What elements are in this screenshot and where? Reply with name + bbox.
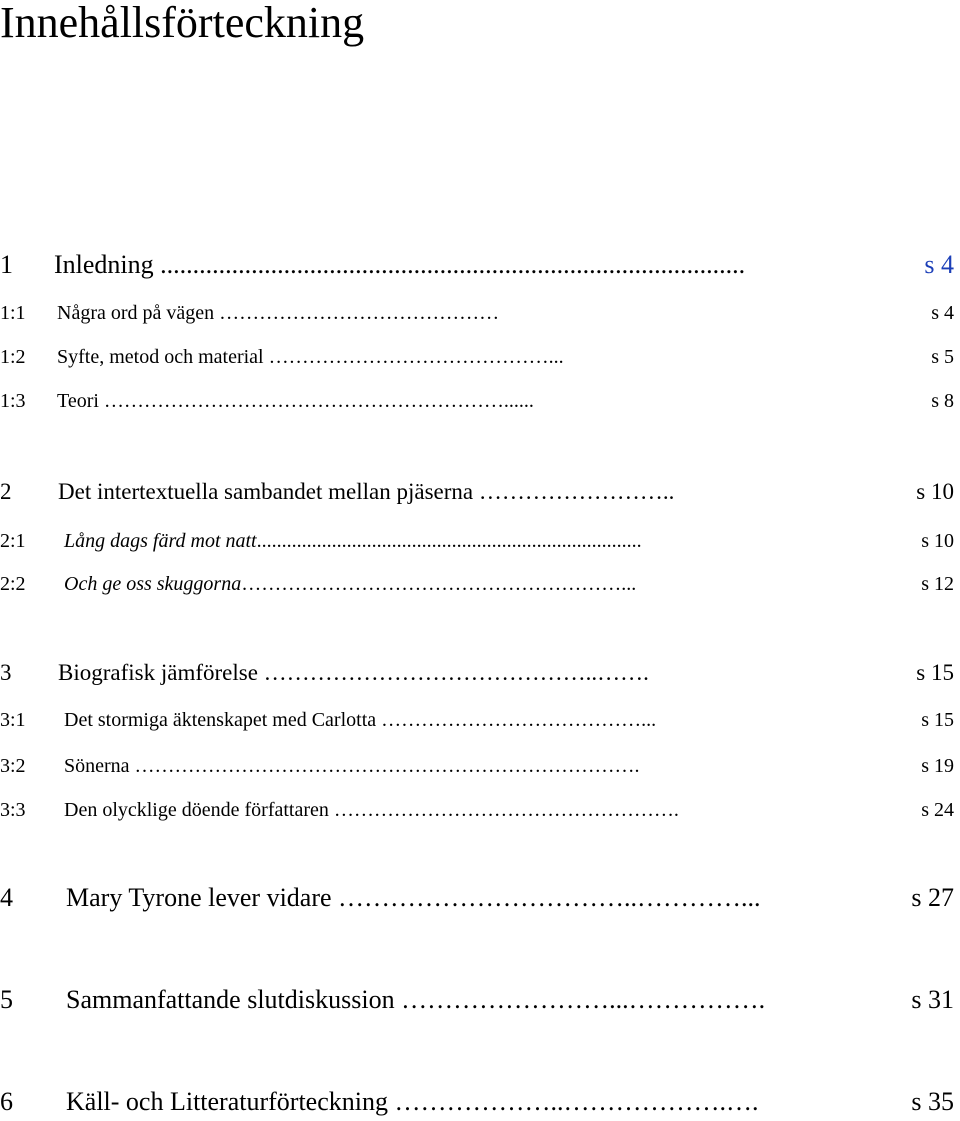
toc-entry-title: Det intertextuella sambandet mellan pjäserna …………………….. (58, 479, 675, 504)
toc-entry-title: Käll- och Litteraturförteckning ………………..……………….…. (66, 1087, 759, 1116)
toc-entry-number: 5 (0, 985, 13, 1014)
toc-entry-page: s 15 (921, 709, 954, 731)
toc-entry-title: Sammanfattande slutdiskussion ……………………...……………. (66, 985, 766, 1014)
toc-entry-page: s 8 (931, 390, 954, 412)
toc-entry-page: s 12 (921, 573, 954, 595)
toc-entry-number: 3:3 (0, 799, 26, 821)
toc-entry[interactable] (0, 342, 960, 372)
toc-entry-page: s 24 (921, 799, 954, 821)
toc-entry-page: s 19 (921, 755, 954, 777)
toc-entry-leader: …………………………………………………... (241, 573, 637, 595)
toc-entry-page: s 35 (911, 1087, 954, 1116)
toc-entry-page: s 15 (916, 660, 954, 685)
toc-entry-number: 1:3 (0, 390, 26, 412)
toc-entry-title: Mary Tyrone lever vidare ……………………………..…………... (66, 883, 761, 912)
toc-entry-title: Sönerna …………………………………………………………………. (64, 755, 640, 777)
toc-entry[interactable] (0, 658, 960, 688)
toc-entry-number: 3 (0, 660, 12, 685)
toc-entry-title: Teori ……………………………………………………...... (57, 390, 534, 412)
toc-entry-page: s 4 (924, 250, 954, 279)
toc-entry[interactable] (0, 1087, 960, 1117)
toc-entry-leader: ............................................................................. (256, 530, 642, 552)
toc-entry-page: s 31 (911, 985, 954, 1014)
toc-entry[interactable] (0, 386, 960, 416)
toc-entry[interactable] (0, 569, 960, 599)
toc-entry[interactable] (0, 751, 960, 781)
toc-entry-number: 1:2 (0, 346, 26, 368)
toc-entry-title: Det stormiga äktenskapet med Carlotta …………………………………... (64, 709, 657, 731)
toc-entry-number: 1 (0, 250, 13, 279)
toc-entry[interactable] (0, 298, 960, 328)
toc-entry-page: s 5 (931, 346, 954, 368)
toc-entry[interactable] (0, 985, 960, 1015)
toc-entry-title: Och ge oss skuggorna (64, 573, 242, 595)
toc-entry-title: Den olycklige döende författaren ……………………………………………. (64, 799, 679, 821)
toc-entry-title: Syfte, metod och material ……………………………………... (57, 346, 564, 368)
toc-entry[interactable] (0, 477, 960, 507)
toc-entry-title: Några ord på vägen …………………………………… (57, 302, 500, 324)
toc-entry-number: 2:2 (0, 573, 26, 595)
toc-entry-number: 2 (0, 479, 12, 504)
toc-entry-page: s 4 (931, 302, 954, 324)
toc-entry[interactable] (0, 795, 960, 825)
toc-entry-page: s 10 (916, 479, 954, 504)
toc-entry-number: 4 (0, 883, 13, 912)
page-title: Innehållsförteckning (0, 0, 365, 47)
toc-entry-page: s 27 (911, 883, 954, 912)
toc-entry-number: 2:1 (0, 530, 26, 552)
toc-entry-title: Inledning .......................................................................................... (54, 250, 746, 279)
toc-entry[interactable] (0, 526, 960, 556)
toc-entry-number: 3:2 (0, 755, 26, 777)
toc-entry-page: s 10 (921, 530, 954, 552)
toc-entry-title-group (64, 569, 636, 599)
toc-entry-title-group (64, 526, 642, 556)
toc-entry[interactable] (0, 705, 960, 735)
toc-entry-number: 1:1 (0, 302, 26, 324)
toc-entry-title: Biografisk jämförelse ……………………………………..……. (58, 660, 649, 685)
toc-entry[interactable] (0, 250, 960, 280)
toc-entry-number: 3:1 (0, 709, 26, 731)
toc-entry-title: Lång dags färd mot natt (64, 530, 257, 552)
toc-entry[interactable] (0, 883, 960, 913)
toc-entry-number: 6 (0, 1087, 13, 1116)
